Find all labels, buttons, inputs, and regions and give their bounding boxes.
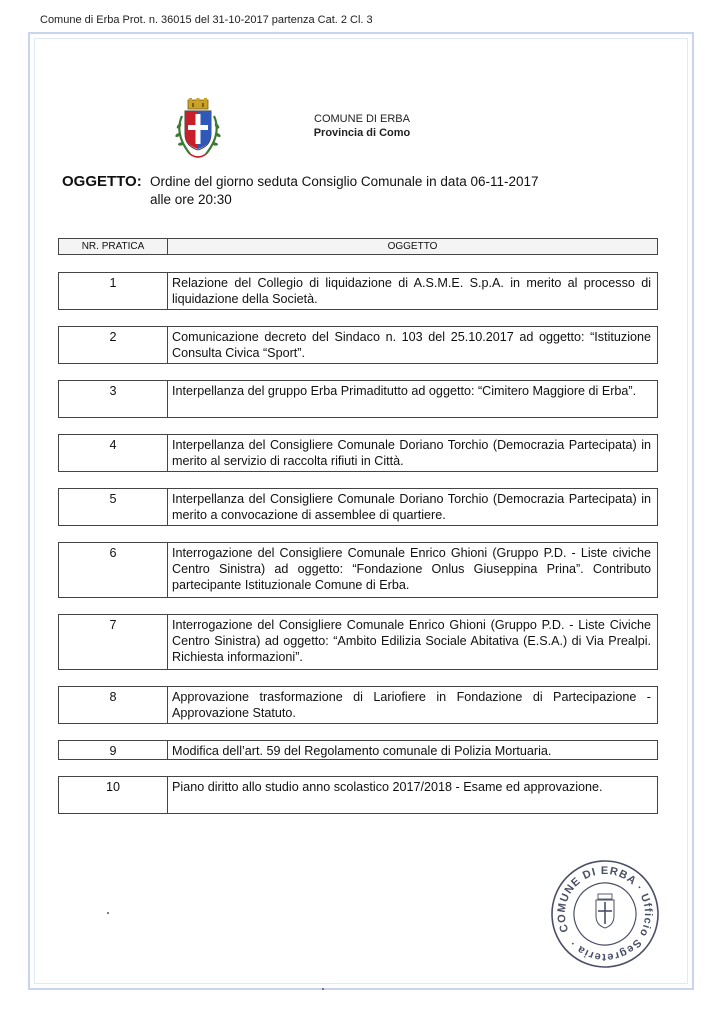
table-row: [58, 272, 658, 310]
row-text: Relazione del Collegio di liquidazione di A.S.M.E. S.p.A. in merito al processo di liquidazione della Società.: [172, 276, 651, 306]
subject-label: [62, 173, 142, 190]
table-header: [58, 238, 658, 255]
row-number: 1: [59, 273, 168, 309]
table-row: [58, 776, 658, 814]
subject-label-text: OGGETTO: [62, 173, 137, 190]
official-stamp-icon: [549, 858, 661, 970]
table-row: [58, 686, 658, 724]
row-number: 4: [59, 435, 168, 471]
header-nr-pratica: NR. PRATICA: [59, 239, 168, 254]
protocol-line: Comune di Erba Prot. n. 36015 del 31-10-2017 partenza Cat. 2 Cl. 3: [40, 14, 373, 26]
table-row: [58, 740, 658, 760]
row-number: 8: [59, 687, 168, 723]
svg-text:COMUNE DI ERBA · Ufficio Segre: COMUNE DI ERBA · Ufficio Segreteria ·: [555, 864, 655, 964]
row-number: 10: [59, 777, 168, 813]
issuer-province: Provincia di Como: [313, 127, 411, 139]
table-row: [58, 542, 658, 598]
subject-line-2: alle ore 20:30: [150, 192, 232, 207]
scan-speck: [322, 988, 324, 990]
table-row: [58, 488, 658, 526]
table-row: [58, 326, 658, 364]
row-number: 6: [59, 543, 168, 597]
row-number: 7: [59, 615, 168, 669]
issuer-block: [280, 113, 444, 139]
row-number: 2: [59, 327, 168, 363]
row-text: Approvazione trasformazione di Lariofiere in Fondazione di Partecipazione - Approvazione Statuto.: [172, 690, 651, 720]
scan-speck: [107, 912, 109, 914]
subject-label-colon: :: [136, 173, 142, 190]
subject-text: [150, 173, 539, 209]
row-text: Interrogazione del Consigliere Comunale Enrico Ghioni (Gruppo P.D. - Liste civiche Centro Sinistra) ad oggetto: “Fondazione Onlus Giuseppina Prina”. Contributo partecipante Istituzionale Comune di Erba.: [172, 546, 651, 592]
row-number: 9: [59, 741, 168, 759]
table-row: [58, 614, 658, 670]
subject-line-1: Ordine del giorno seduta Consiglio Comunale in data 06-11-2017: [150, 174, 539, 189]
row-number: 5: [59, 489, 168, 525]
coat-of-arms-icon: [168, 98, 228, 164]
table-row: [58, 434, 658, 472]
row-text: Comunicazione decreto del Sindaco n. 103 del 25.10.2017 ad oggetto: “Istituzione Consulta Civica “Sport”.: [172, 330, 651, 360]
table-row: [58, 380, 658, 418]
row-text: Interrogazione del Consigliere Comunale Enrico Ghioni (Gruppo P.D. - Liste Civiche Centro Sinistra) ad oggetto: “Ambito Edilizia Sociale Abitativa (E.S.A.) di Via Prealpi. Richiesta informazioni”.: [172, 618, 651, 664]
header-oggetto: OGGETTO: [387, 241, 438, 252]
row-text: Interpellanza del Consigliere Comunale Doriano Torchio (Democrazia Partecipata) in merito al servizio di raccolta rifiuti in Città.: [172, 438, 651, 468]
issuer-name: COMUNE DI ERBA: [314, 113, 410, 125]
row-text: Piano diritto allo studio anno scolastico 2017/2018 - Esame ed approvazione.: [172, 780, 603, 794]
row-text: Interpellanza del Consigliere Comunale Doriano Torchio (Democrazia Partecipata) in merito a convocazione di assemblee di quartiere.: [172, 492, 651, 522]
row-text: Modifica dell’art. 59 del Regolamento comunale di Polizia Mortuaria.: [172, 744, 552, 758]
row-number: 3: [59, 381, 168, 417]
row-text: Interpellanza del gruppo Erba Primaditutto ad oggetto: “Cimitero Maggiore di Erba”.: [172, 384, 637, 398]
